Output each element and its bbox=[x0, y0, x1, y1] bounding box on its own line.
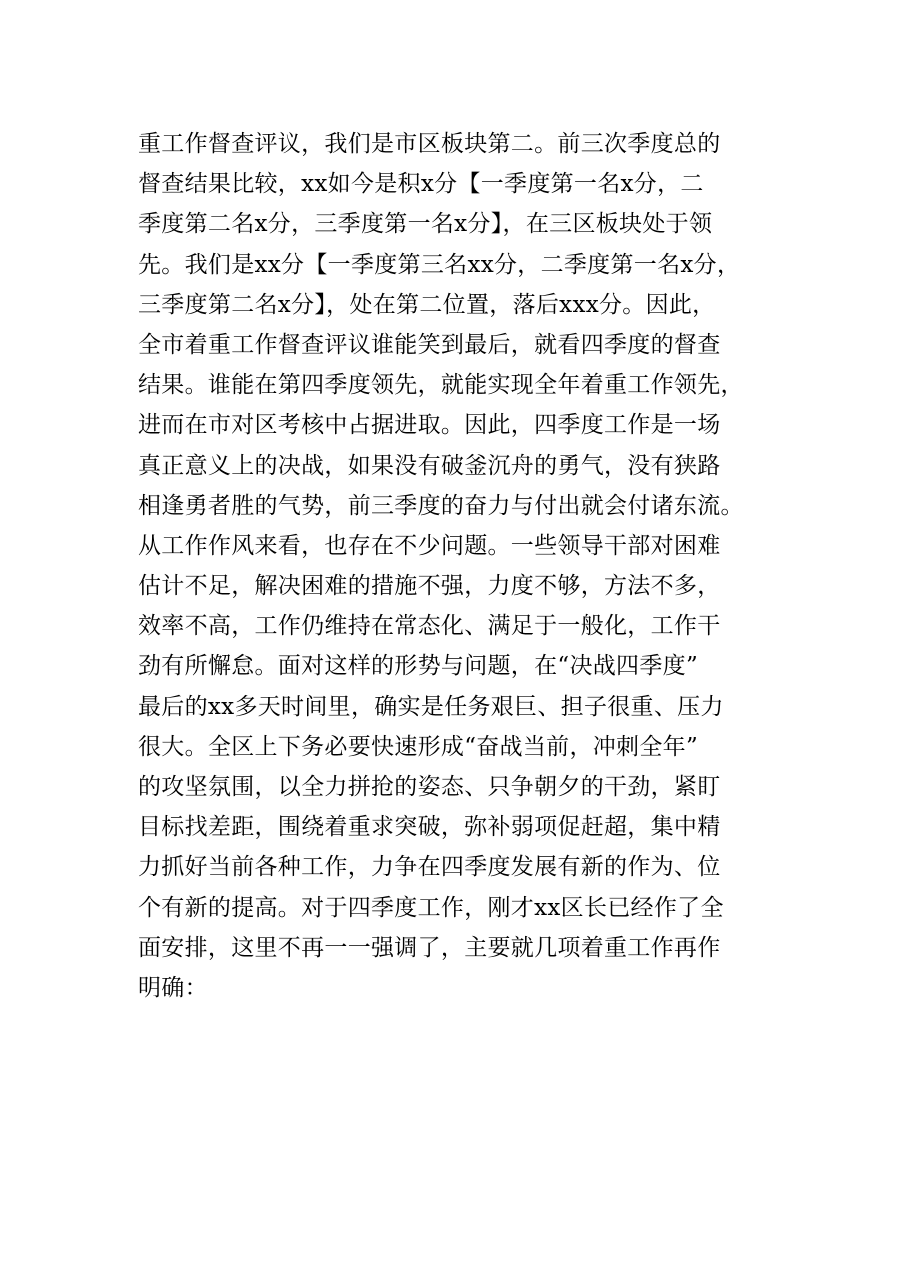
text-line: 的攻坚氛围，以全力拼抢的姿态、只争朝夕的干劲，紧盯 bbox=[138, 774, 721, 800]
text-line: 督查结果比较，xx如今是积x分【一季度第一名x分，二 bbox=[138, 171, 704, 198]
text-line: 个有新的提高。对于四季度工作，刚才xx区长已经作了全 bbox=[138, 894, 724, 921]
text-line: 三季度第二名x分】，处在第二位置，落后xxx分。因此， bbox=[138, 291, 716, 318]
text-line: 重工作督查评议，我们是市区板块第二。前三次季度总的 bbox=[138, 131, 721, 157]
text-line: 进而在市对区考核中占据进取。因此，四季度工作是一场 bbox=[138, 412, 721, 439]
text-line: 力抓好当前各种工作，力争在四季度发展有新的作为、位 bbox=[138, 854, 721, 881]
text-line: 很大。全区上下务必要快速形成“奋战当前，冲刺全年” bbox=[138, 733, 699, 760]
text-line: 结果。谁能在第四季度领先，就能实现全年着重工作领先， bbox=[138, 372, 744, 399]
text-line: 面安排，这里不再一一强调了，主要就几项着重工作再作 bbox=[138, 934, 721, 961]
text-line: 劲有所懈怠。面对这样的形势与问题，在“决战四季度” bbox=[138, 653, 699, 680]
text-line: 估计不足，解决困难的措施不强，力度不够，方法不多， bbox=[138, 573, 721, 600]
text-line: 明确： bbox=[138, 974, 208, 1001]
text-line: 真正意义上的决战，如果没有破釜沉舟的勇气，没有狭路 bbox=[138, 452, 721, 479]
text-line: 相逢勇者胜的气势，前三季度的奋力与付出就会付诸东流。 bbox=[138, 492, 744, 519]
text-line: 先。我们是xx分【一季度第三名xx分，二季度第一名x分， bbox=[138, 251, 741, 278]
text-line: 效率不高，工作仍维持在常态化、满足于一般化，工作干 bbox=[138, 613, 721, 640]
body-text bbox=[138, 124, 798, 1008]
text-line: 全市着重工作督查评议谁能笑到最后，就看四季度的督查 bbox=[138, 331, 721, 358]
text-line: 从工作作风来看，也存在不少问题。一些领导干部对困难 bbox=[138, 532, 721, 559]
text-line: 季度第二名x分，三季度第一名x分】，在三区板块处于领 bbox=[138, 211, 713, 238]
text-line: 目标找差距，围绕着重求突破，弥补弱项促赶超，集中精 bbox=[138, 814, 721, 841]
text-line: 最后的xx多天时间里，确实是任务艰巨、担子很重、压力 bbox=[138, 693, 724, 720]
